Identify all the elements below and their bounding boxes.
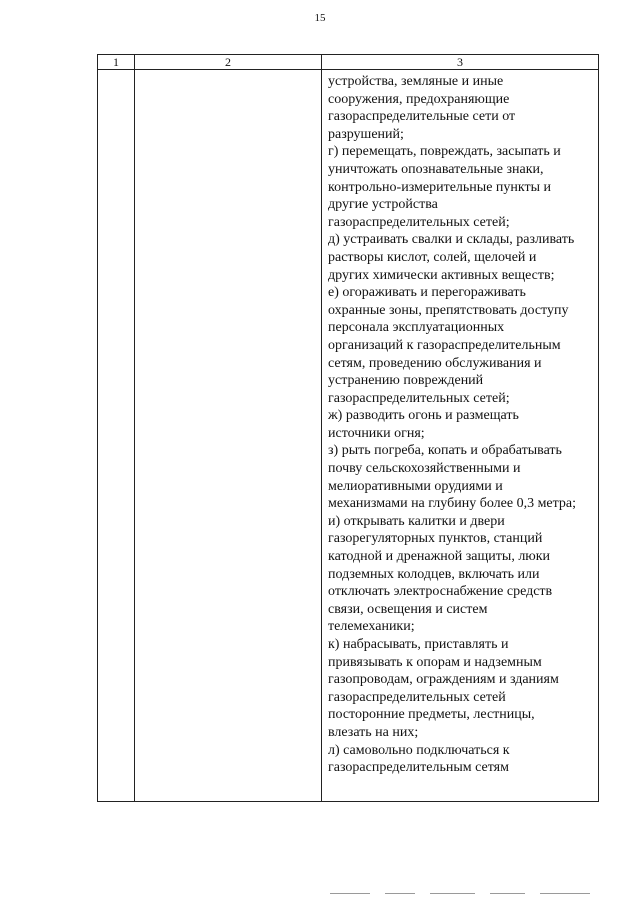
text-line: г) перемещать, повреждать, засыпать и (328, 144, 561, 160)
text-line: з) рыть погреба, копать и обрабатывать (328, 443, 562, 459)
text-line: газорегуляторных пунктов, станций (328, 531, 543, 547)
text-line: газораспределительным сетям (328, 760, 509, 776)
column-1-header: 1 (98, 55, 135, 70)
text-line: организаций к газораспределительным (328, 337, 561, 353)
text-line: и) открывать калитки и двери (328, 513, 505, 529)
text-line: газораспределительных сетей; (328, 214, 510, 230)
table-row (98, 70, 599, 802)
column-2-cell (135, 70, 322, 802)
text-line: устранению повреждений (328, 373, 484, 389)
text-line: газораспределительных сетей; (328, 390, 510, 406)
text-line: газопроводам, ограждениям и зданиям (328, 672, 559, 688)
text-line: мелиоративными орудиями и (328, 478, 503, 494)
page-number: 15 (314, 12, 326, 24)
text-line: устройства, земляные и иные (328, 74, 504, 89)
text-line: механизмами на глубину более 0,3 метра; (328, 496, 577, 512)
text-line: контрольно-измерительные пункты и (328, 179, 552, 195)
text-line: других химически активных веществ; (328, 267, 555, 283)
text-line: ж) разводить огонь и размещать (328, 408, 519, 424)
text-line: сооружения, предохраняющие (328, 91, 510, 107)
text-line: отключать электроснабжение средств (328, 584, 553, 600)
footer-scan-marks (330, 893, 600, 897)
text-line: растворы кислот, солей, щелочей и (328, 249, 537, 265)
text-line: сетям, проведению обслуживания и (328, 355, 542, 371)
text-line: персонала эксплуатационных (328, 320, 505, 336)
text-line: газораспределительные сети от (328, 109, 516, 125)
text-line: привязывать к опорам и надземным (328, 654, 542, 670)
text-line: к) набрасывать, приставлять и (328, 637, 509, 652)
text-line: связи, освещения и систем (328, 601, 488, 617)
text-line: катодной и дренажной защиты, люки (328, 549, 551, 565)
column-3-cell (322, 70, 599, 802)
text-line: разрушений; (328, 126, 404, 142)
text-line: влезать на них; (328, 724, 419, 740)
text-line: другие устройства (328, 197, 438, 213)
text-line: подземных колодцев, включать или (328, 566, 540, 582)
text-line: е) огораживать и перегораживать (328, 285, 526, 301)
text-line: охранные зоны, препятствовать доступу (328, 302, 569, 318)
text-line: газораспределительных сетей (328, 689, 506, 705)
text-line: источники огня; (328, 425, 425, 441)
document-table (97, 54, 599, 802)
text-line: л) самовольно подключаться к (328, 742, 510, 758)
table-header-row (98, 55, 599, 70)
text-line: уничтожать опознавательные знаки, (328, 161, 544, 177)
text-line: д) устраивать свалки и склады, разливать (328, 232, 575, 248)
column-1-cell (98, 70, 135, 802)
column-3-header: 3 (322, 55, 599, 70)
column-2-header: 2 (135, 55, 322, 70)
text-line: посторонние предметы, лестницы, (328, 707, 535, 723)
text-line: почву сельскохозяйственными и (328, 461, 521, 477)
column-3-text (322, 70, 598, 777)
text-line: телемеханики; (328, 619, 415, 635)
